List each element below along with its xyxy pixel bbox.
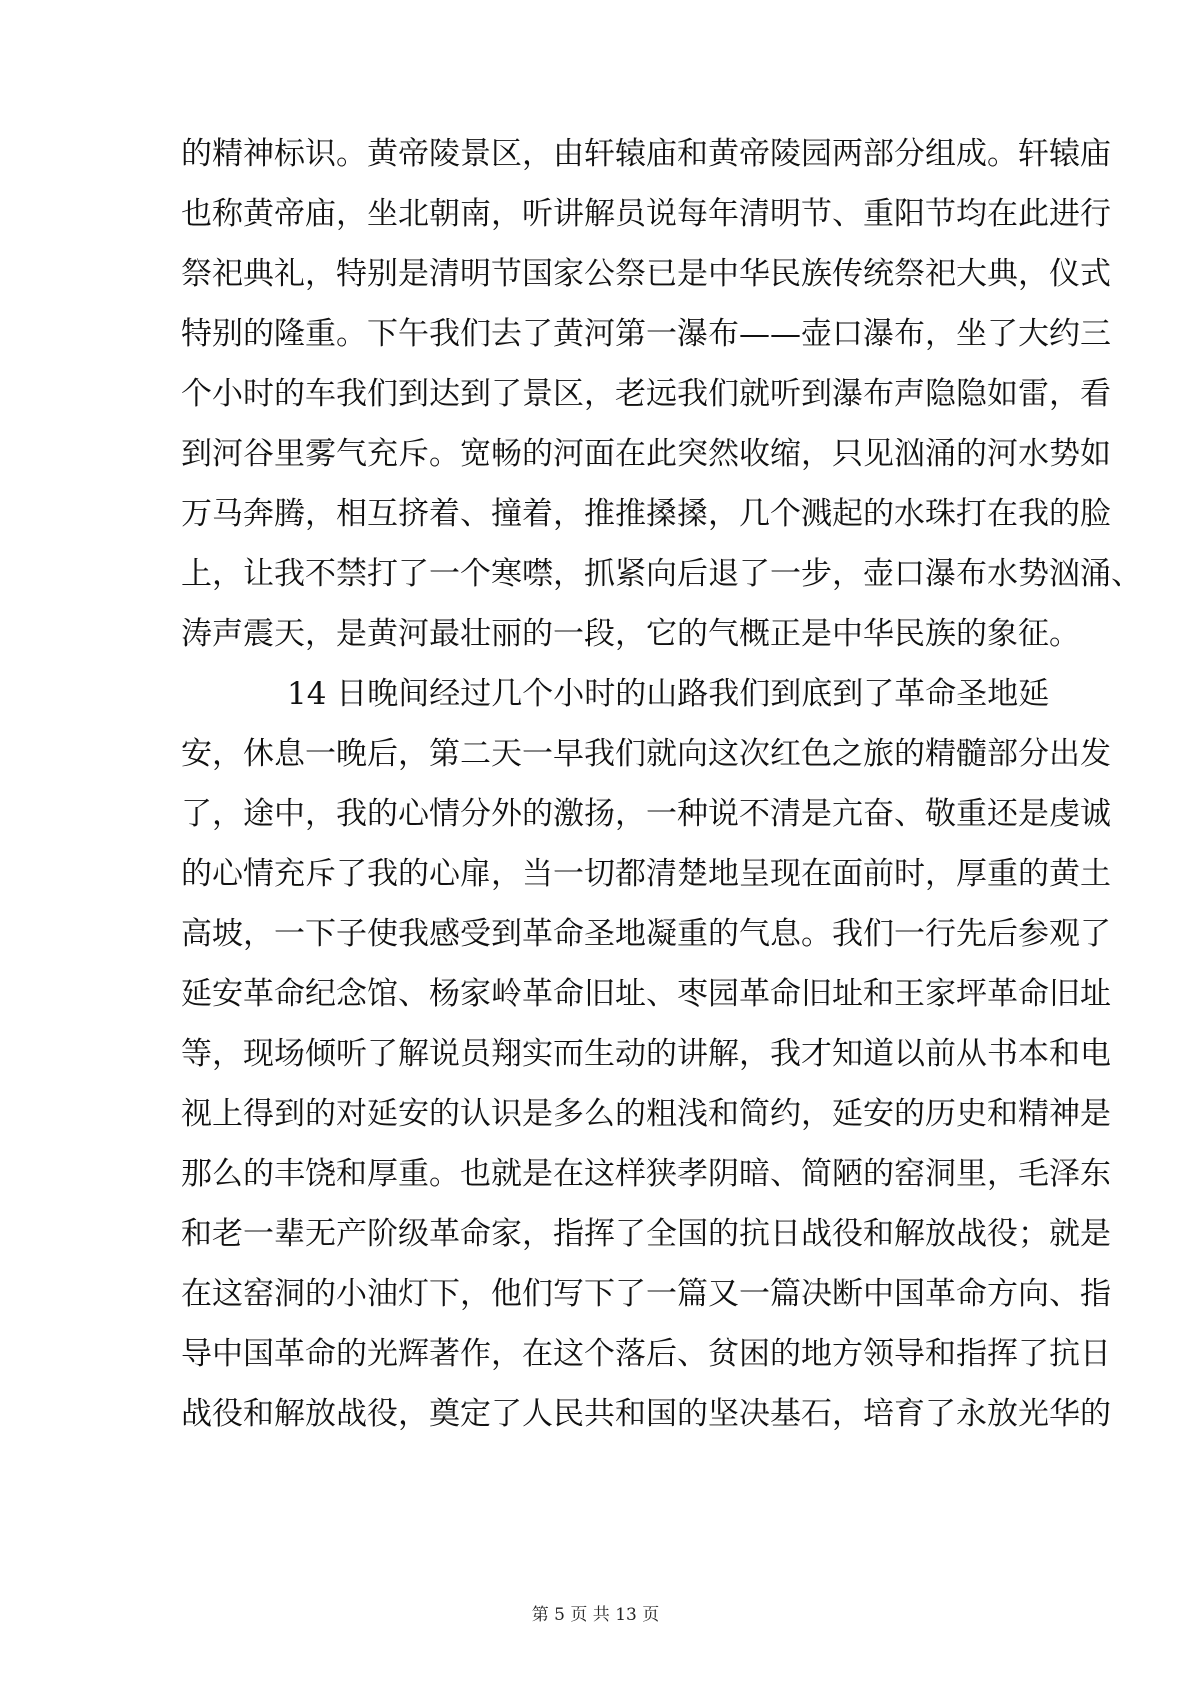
text-line: 安，休息一晚后，第二天一早我们就向这次红色之旅的精髓部分出发: [181, 736, 1111, 772]
text-line: 万马奔腾，相互挤着、撞着，推推搡搡，几个溅起的水珠打在我的脸: [181, 496, 1111, 532]
text-line: 的心情充斥了我的心扉，当一切都清楚地呈现在面前时，厚重的黄土: [181, 856, 1111, 892]
text-line: 等，现场倾听了解说员翔实而生动的讲解，我才知道以前从书本和电: [181, 1036, 1111, 1072]
text-line: 和老一辈无产阶级革命家，指挥了全国的抗日战役和解放战役；就是: [181, 1216, 1111, 1252]
text-line: 在这窑洞的小油灯下，他们写下了一篇又一篇决断中国革命方向、指: [181, 1276, 1111, 1312]
text-line: 了，途中，我的心情分外的激扬，一种说不清是亢奋、敬重还是虔诚: [181, 796, 1111, 832]
text-line: 高坡，一下子使我感受到革命圣地凝重的气息。我们一行先后参观了: [181, 916, 1111, 952]
text-line: 那么的丰饶和厚重。也就是在这样狭孝阴暗、简陋的窑洞里，毛泽东: [181, 1156, 1111, 1192]
page-footer: 第 5 页 共 13 页: [531, 1605, 660, 1625]
body-text: [181, 124, 1142, 1444]
text-line: 上，让我不禁打了一个寒噤，抓紧向后退了一步，壶口瀑布水势汹涌、: [181, 556, 1142, 592]
text-line: 的精神标识。黄帝陵景区，由轩辕庙和黄帝陵园两部分组成。轩辕庙: [181, 136, 1111, 172]
text-line: 个小时的车我们到达到了景区，老远我们就听到瀑布声隐隐如雷，看: [181, 376, 1111, 412]
text-line: 战役和解放战役，奠定了人民共和国的坚决基石，培育了永放光华的: [181, 1396, 1111, 1432]
text-line: 导中国革命的光辉著作，在这个落后、贫困的地方领导和指挥了抗日: [181, 1336, 1111, 1372]
text-line: 祭祀典礼，特别是清明节国家公祭已是中华民族传统祭祀大典，仪式: [181, 256, 1111, 292]
text-line: 特别的隆重。下午我们去了黄河第一瀑布——壶口瀑布，坐了大约三: [181, 316, 1111, 352]
text-line: 延安革命纪念馆、杨家岭革命旧址、枣园革命旧址和王家坪革命旧址: [181, 976, 1111, 1012]
paragraph-first-line: 14 日晚间经过几个小时的山路我们到底到了革命圣地延: [287, 676, 1050, 712]
text-line: 也称黄帝庙，坐北朝南，听讲解员说每年清明节、重阳节均在此进行: [181, 196, 1111, 232]
text-line: 到河谷里雾气充斥。宽畅的河面在此突然收缩，只见汹涌的河水势如: [181, 436, 1111, 472]
text-line: 视上得到的对延安的认识是多么的粗浅和简约，延安的历史和精神是: [181, 1096, 1111, 1132]
text-line: 涛声震天，是黄河最壮丽的一段，它的气概正是中华民族的象征。: [181, 616, 1080, 652]
